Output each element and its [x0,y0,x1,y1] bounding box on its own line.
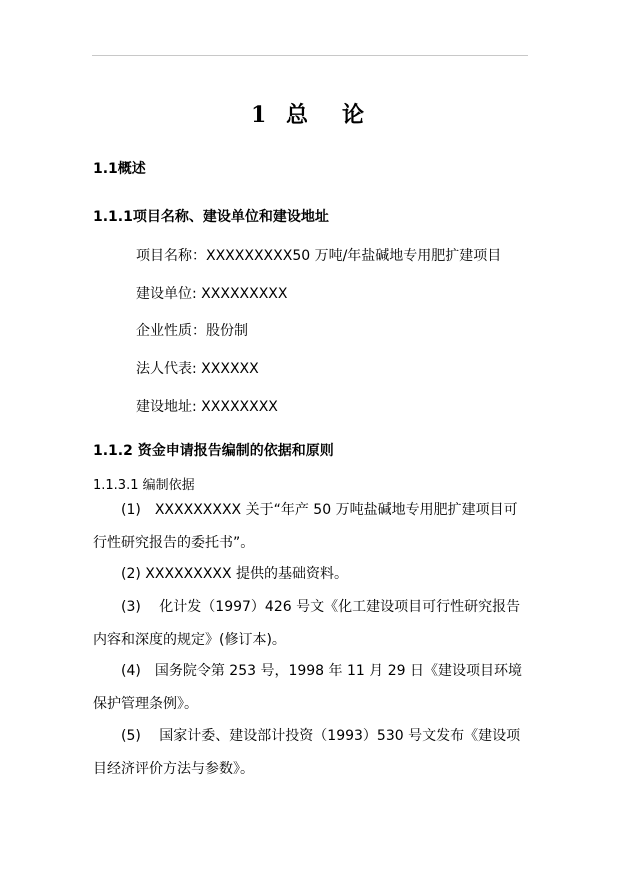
section-heading-1-1: 1.1概述 [93,161,146,177]
basis-item-1: (1) XXXXXXXXX 关于“年产 50 万吨盐碱地专用肥扩建项目可行性研究报告的委托书”。 [93,502,518,551]
construction-unit-line: 建设单位: XXXXXXXXX [136,286,288,302]
section-heading-1-1-1: 1.1.1项目名称、建设单位和建设地址 [93,209,329,225]
basis-item-2: (2) XXXXXXXXX 提供的基础资料。 [121,566,349,582]
chapter-title: 1 总 论 [251,102,370,128]
header-rule [92,55,528,56]
enterprise-type-line: 企业性质：股份制 [136,323,248,339]
basis-item-3: (3) 化计发（1997）426 号文《化工建设项目可行性研究报告内容和深度的规定》(修订本)。 [93,599,521,648]
basis-item-5: (5) 国家计委、建设部计投资（1993）530 号文发布《建设项目经济评价方法与参数》。 [93,728,521,777]
construction-address-line: 建设地址: XXXXXXXX [136,399,278,415]
legal-representative-line: 法人代表: XXXXXX [136,361,259,377]
section-heading-1-1-2: 1.1.2 资金申请报告编制的依据和原则 [93,443,334,459]
section-heading-1-1-3-1: 1.1.3.1 编制依据 [93,478,195,493]
project-name-line: 项目名称：XXXXXXXXX50 万吨/年盐碱地专用肥扩建项目 [136,248,502,264]
basis-item-4: (4) 国务院令第 253 号，1998 年 11 月 29 日《建设项目环境保护管理条例》。 [93,663,522,712]
